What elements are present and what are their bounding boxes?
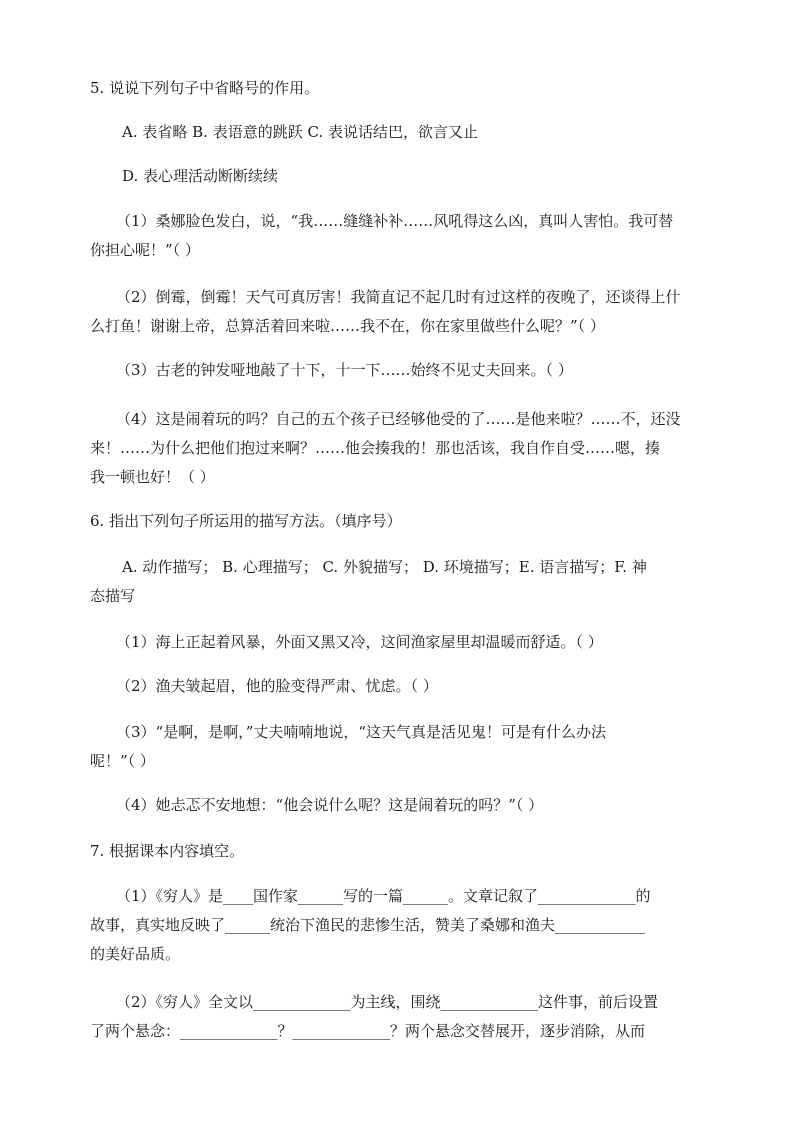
q5-item-2-line-1: （2）倒霉，倒霉！天气可真厉害！我简直记不起几时有过这样的夜晚了，还谈得上什 — [116, 288, 681, 306]
q7-item-1-line-1: （1）《穷人》是____国作家______写的一篇______。文章记叙了_____________的 — [116, 887, 651, 905]
q6-item-2: （2）渔夫皱起眉，他的脸变得严肃、忧虑。（ ） — [116, 677, 438, 695]
q6-item-3-line-1: （3）“是啊，是啊，”丈夫喃喃地说，“这天气真是活见鬼！可是有什么办法 — [116, 723, 607, 741]
q7-title: 7. 根据课本内容填空。 — [90, 842, 245, 860]
q5-item-3: （3）古老的钟发哑地敲了十下，十一下……始终不见丈夫回来。（ ） — [116, 361, 573, 379]
q6-title: 6. 指出下列句子所运用的描写方法。（填序号） — [90, 512, 402, 530]
q5-item-1-line-1: （1）桑娜脸色发白，说，“我……缝缝补补……风吼得这么凶，真叫人害怕。我可替 — [116, 212, 674, 230]
q7-item-2-line-1: （2）《穷人》全文以_____________为主线，围绕_____________这件事，前后设置 — [116, 993, 659, 1011]
q5-item-2-line-2: 么打鱼！谢谢上帝，总算活着回来啦……我不在，你在家里做些什么呢？”（ ） — [90, 317, 605, 335]
q6-item-3-line-2: 呢！”（ ） — [90, 752, 155, 770]
q5-options-line-1: A. 表省略 B. 表语意的跳跃 C. 表说话结巴，欲言又止 — [122, 123, 478, 141]
q6-item-4: （4）她忐忑不安地想：“他会说什么呢？这是闹着玩的吗？”（ ） — [116, 796, 544, 814]
q6-options-line-2: 态描写 — [90, 587, 136, 605]
q7-item-1-line-3: 的美好品质。 — [90, 945, 181, 963]
q7-item-2-line-2: 了两个悬念：_____________？_____________？两个悬念交替展开，逐步消除，从而 — [90, 1022, 646, 1040]
q5-title: 5. 说说下列句子中省略号的作用。 — [90, 79, 320, 97]
q5-item-4-line-2: 来！……为什么把他们抱过来啊？……他会揍我的！那也活该，我自作自受……嗯，揍 — [90, 439, 661, 457]
q5-item-4-line-1: （4）这是闹着玩的吗？自己的五个孩子已经够他受的了……是他来啦？……不，还没 — [116, 410, 681, 428]
q6-item-1: （1）海上正起着风暴，外面又黑又冷，这间渔家屋里却温暖而舒适。（ ） — [116, 633, 603, 651]
q5-options-line-2: D. 表心理活动断断续续 — [122, 167, 279, 185]
q7-item-1-line-2: 故事，真实地反映了______统治下渔民的悲惨生活，赞美了桑娜和渔夫____________ — [90, 916, 646, 934]
q5-item-4-line-3: 我一顿也好！（ ） — [90, 468, 215, 486]
q5-item-1-line-2: 你担心呢！”（ ） — [90, 241, 200, 259]
q6-options-line-1: A. 动作描写； B. 心理描写； C. 外貌描写； D. 环境描写；E. 语言描写；F. 神 — [122, 558, 647, 576]
